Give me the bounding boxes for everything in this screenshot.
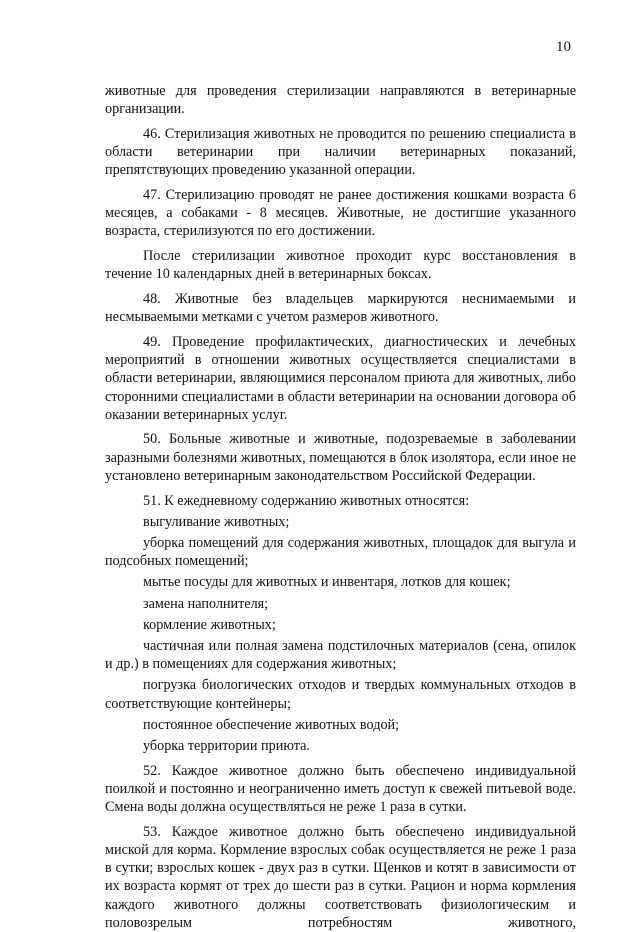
list-item-territory-cleaning: уборка территории приюта. xyxy=(143,738,310,754)
paragraph-53: 53. Каждое животное должно быть обеспечено индивидуальной миской для корма. Кормление взрослых собак осуществляется не реже 1 раза в сутки; взрослых кошек - двух раз в сутки. Щенков и котят в зависимости от их возраста кормят от трех до шести раз в сутки. Рацион и норма кормления каждого животного должны соответствовать физиологическим и половозрелым потребностям животного, xyxy=(105,823,576,931)
list-item-bedding-replacement: частичная или полная замена подстилочных материалов (сена, опилок и др.) в помещениях для содержания животных; xyxy=(105,637,576,673)
paragraph-51: 51. К ежедневному содержанию животных относятся: xyxy=(143,492,470,509)
paragraph-47: 47. Стерилизацию проводят не ранее достижения кошками возраста 6 месяцев, а собаками - 8 месяцев. Животные, не достигшие указанного возраста, стерилизуются по его достижении. xyxy=(105,187,576,240)
list-item-feeding: кормление животных; xyxy=(143,616,276,633)
list-item-washing-dishes: мытье посуды для животных и инвентаря, лотков для кошек; xyxy=(143,574,511,591)
paragraph-46: 46. Стерилизация животных не проводится по решению специалиста в области ветеринарии при наличии ветеринарных показаний, препятствующих проведению указанной операции. xyxy=(105,125,576,179)
paragraph-49: 49. Проведение профилактических, диагностических и лечебных мероприятий в отношении животных осуществляется специалистами в области ветеринарии, являющимися персоналом приюта для животных, либо сторонними специалистами в области ветеринарии на основании договора об оказании ветеринарных услуг. xyxy=(105,333,576,423)
document-body xyxy=(105,82,576,932)
list-item-waste-loading: погрузка биологических отходов и твердых коммунальных отходов в соответствующие контейнеры; xyxy=(105,677,576,712)
list-item-cleaning-rooms: уборка помещений для содержания животных, площадок для выгула и подсобных помещений; xyxy=(105,534,576,570)
paragraph-continuation: животные для проведения стерилизации направляются в ветеринарные организации. xyxy=(105,83,576,118)
paragraph-50: 50. Больные животные и животные, подозреваемые в заболевании заразными болезнями животных, помещаются в блок изолятора, если иное не установлено ветеринарным законодательством Российской Федерации. xyxy=(105,431,576,484)
list-item-litter-replacement: замена наполнителя; xyxy=(143,595,269,612)
page-number: 10 xyxy=(556,39,571,55)
paragraph-48: 48. Животные без владельцев маркируются неснимаемыми и несмываемыми метками с учетом размеров животного. xyxy=(105,291,576,326)
paragraph-52: 52. Каждое животное должно быть обеспечено индивидуальной поилкой и постоянно и неограниченно иметь доступ к свежей питьевой воде. Смена воды должна осуществляться не реже 1 раза в сутки. xyxy=(105,762,576,816)
list-item-walking: выгуливание животных; xyxy=(143,513,290,530)
paragraph-47-recovery: После стерилизации животное проходит курс восстановления в течение 10 календарных дней в ветеринарных боксах. xyxy=(105,248,576,283)
list-item-water-supply: постоянное обеспечение животных водой; xyxy=(143,716,400,733)
